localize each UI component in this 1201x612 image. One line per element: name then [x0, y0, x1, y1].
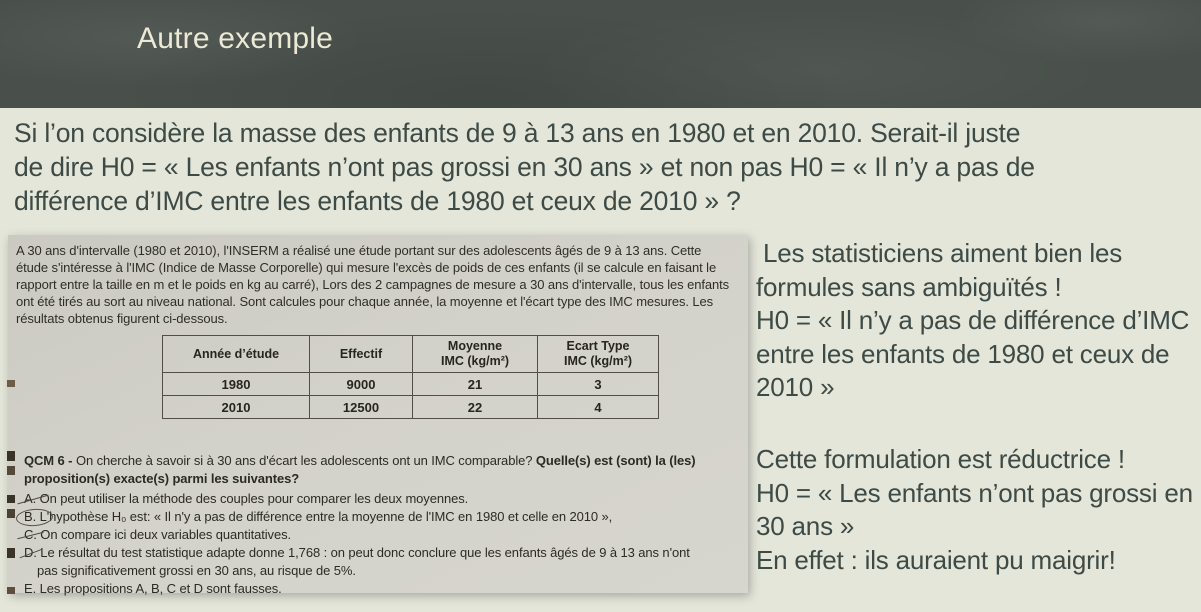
commentary-line: En effet : ils auraient pu maigrir!: [756, 544, 1116, 575]
table-cell: 21: [413, 373, 538, 396]
slide-question-paragraph: [14, 116, 1035, 218]
paragraph-line: Si l’on considère la masse des enfants de 9 à 13 ans en 1980 et en 2010. Serait-il juste: [14, 118, 1021, 148]
qcm-question-block: [24, 452, 742, 598]
torn-edge-mark: [7, 466, 15, 475]
torn-edge-mark: [7, 587, 15, 594]
qcm-option-e: E. Les propositions A, B, C et D sont fausses.: [24, 581, 282, 596]
qcm-option-d-continued: pas significativement grossi en 30 ans, au risque de 5%.: [37, 563, 356, 578]
imc-results-table: [162, 335, 659, 419]
commentary-line: H0 = « Les enfants n’ont pas grossi en: [756, 477, 1193, 508]
table-cell: 1980: [163, 373, 310, 396]
qcm-option-b: B. L'hypothèse H₀ est: « Il n'y a pas de différence entre la moyenne de l'IMC en 1980 et celle en 2010 »,: [24, 509, 613, 524]
qcm-question-text: On cherche à savoir si à 30 ans d'écart les adolescents ont un IMC comparable?: [75, 453, 536, 468]
torn-edge-mark: [7, 451, 15, 461]
qcm-options: [24, 490, 742, 598]
scanned-exercise-document: [8, 235, 748, 596]
table-header-cell: Année d’étude: [163, 336, 310, 373]
table-cell: 2010: [163, 396, 310, 419]
commentary-line: Cette formulation est réductrice !: [756, 444, 1125, 474]
table-row: [163, 396, 659, 419]
commentary-line: Les statisticiens aiment bien les: [763, 238, 1123, 268]
torn-edge-mark: [7, 548, 15, 558]
torn-edge-mark: [7, 495, 15, 503]
commentary-line: entre les enfants de 1980 et ceux de: [756, 338, 1170, 369]
table-header-row: [163, 336, 659, 373]
paragraph-line: de dire H0 = « Les enfants n’ont pas grossi en 30 ans » et non pas H0 = « Il n’y a pas de: [14, 152, 1035, 182]
study-description: A 30 ans d'intervalle (1980 et 2010), l'INSERM a réalisé une étude portant sur des adolescents âgés de 9 à 13 ans. Cette étude s'intéresse à l'IMC (Indice de Masse Corporelle) qui mesure l'excès de poids de ces enfants (il se calcule en faisant le rapport entre la taille en m et le poids en kg au carré), Lors des 2 campagnes de mesure a 30 ans d'intervalle, tous les enfants ont été tirés au sort au niveau national. Sont calcules pour chaque année, la moyenne et l'écart type des IMC mesures. Les résultats obtenus figurent ci-dessous.: [16, 243, 730, 326]
table-row: [163, 373, 659, 396]
commentary-block-2: [756, 443, 1193, 577]
table-header-cell: Ecart Type IMC (kg/m²): [538, 336, 659, 373]
chalkboard-header: [0, 0, 1201, 108]
table-cell: 9000: [310, 373, 413, 396]
torn-edge-mark: [7, 380, 15, 387]
torn-edge-mark: [7, 509, 15, 518]
qcm-option-c: C. On compare ici deux variables quantitatives.: [24, 527, 291, 542]
commentary-line: H0 = « Il n’y a pas de différence d’IMC: [756, 305, 1190, 335]
table-cell: 3: [538, 373, 659, 396]
qcm-option-d: D. Le résultat du test statistique adapte donne 1,768 : on peut donc conclure que les enfants âgés de 9 à 13 ans n'ont: [24, 545, 690, 560]
qcm-question-bold: Quelle(s) est (sont) la (les) proposition(s) exacte(s) parmi les suivantes?: [24, 453, 696, 486]
slide-title: Autre exemple: [137, 22, 334, 55]
qcm-option-a: A. On peut utiliser la méthode des couples pour comparer les deux moyennes.: [24, 491, 469, 506]
commentary-line: formules sans ambiguïtés !: [756, 271, 1062, 302]
table-header-cell: Effectif: [310, 336, 413, 373]
commentary-line: 2010 »: [756, 372, 835, 402]
commentary-block-1: [756, 237, 1189, 405]
table-header-cell: Moyenne IMC (kg/m²): [413, 336, 538, 373]
paragraph-line: différence d’IMC entre les enfants de 1980 et ceux de 2010 » ?: [14, 186, 741, 216]
qcm-question: [24, 452, 742, 488]
table-cell: 22: [413, 396, 538, 419]
table-cell: 4: [538, 396, 659, 419]
table-cell: 12500: [310, 396, 413, 419]
qcm-label: QCM 6 -: [24, 453, 76, 468]
commentary-line: 30 ans »: [756, 511, 855, 541]
